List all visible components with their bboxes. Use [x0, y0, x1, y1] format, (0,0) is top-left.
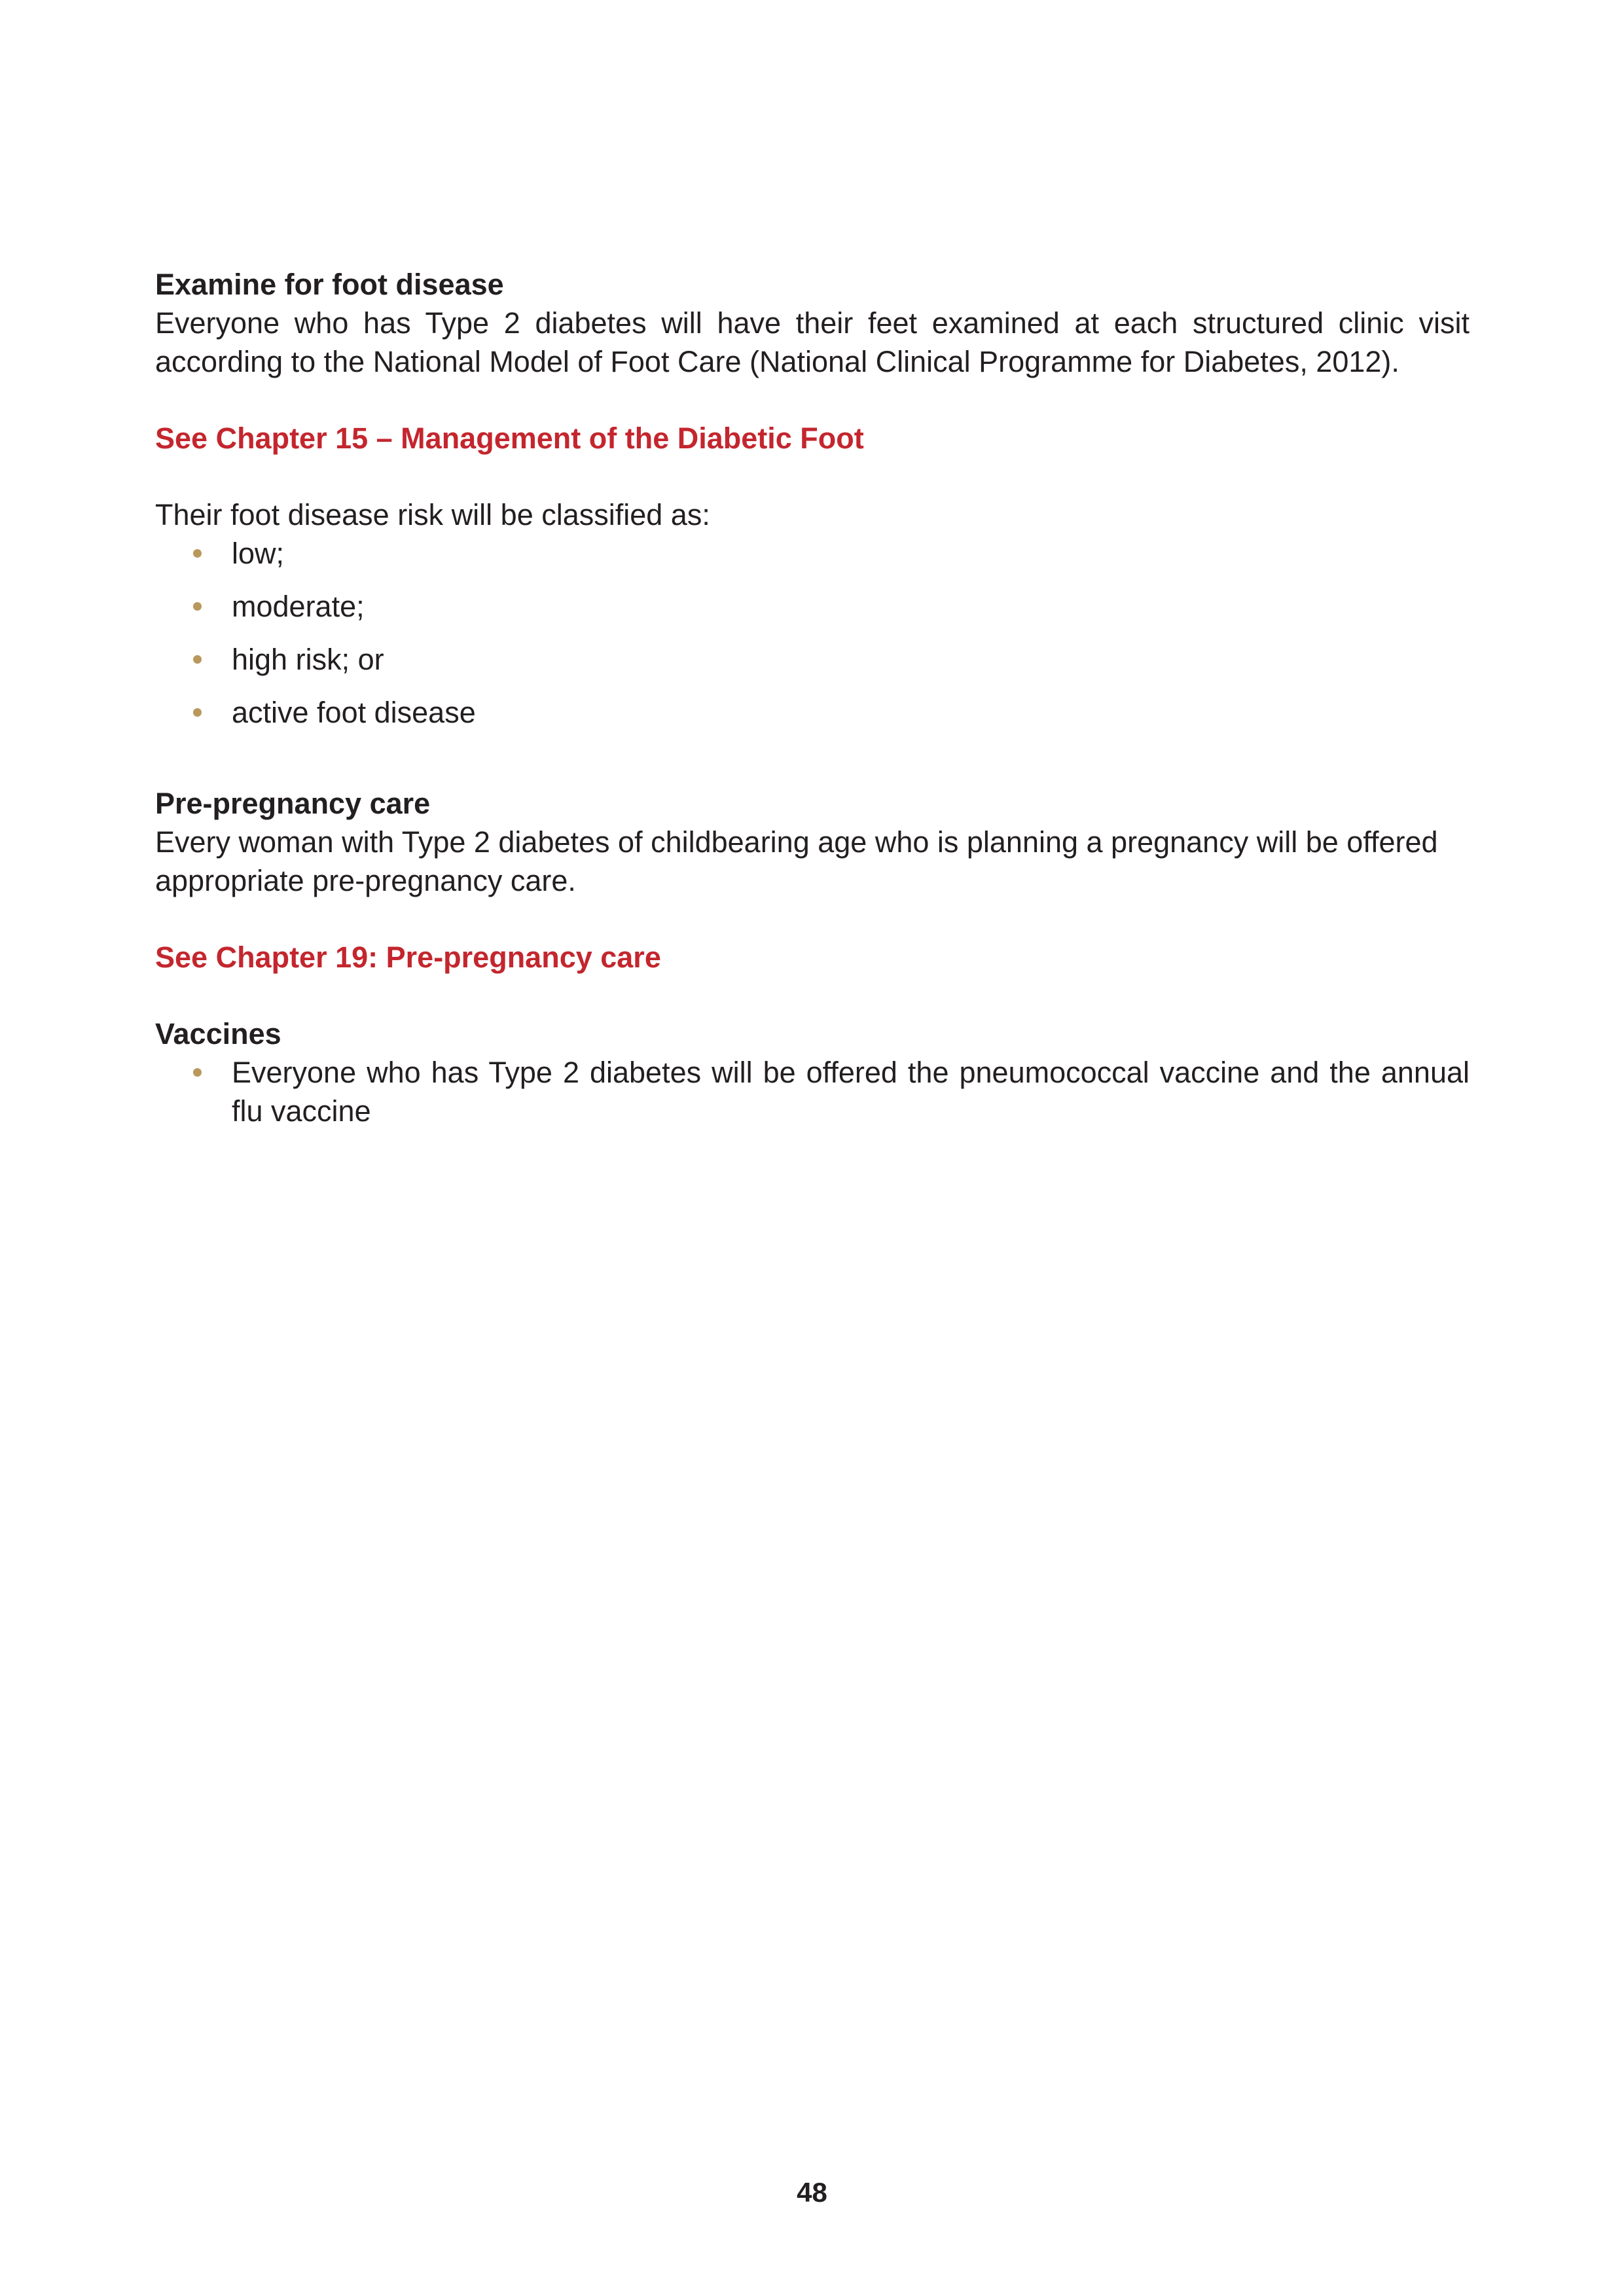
risk-list — [155, 534, 1470, 732]
list-item — [155, 693, 1470, 732]
list-item-text: moderate; — [232, 590, 365, 623]
bullet-icon — [193, 602, 202, 611]
bullet-icon — [193, 655, 202, 664]
risk-intro: Their foot disease risk will be classified as: — [155, 498, 710, 531]
see-chapter-15-link[interactable]: See Chapter 15 – Management of the Diabetic Foot — [155, 422, 864, 455]
see-chapter-19-link[interactable]: See Chapter 19: Pre-pregnancy care — [155, 941, 661, 974]
bullet-icon — [193, 708, 202, 717]
bullet-icon — [193, 1068, 202, 1077]
list-item-text: Everyone who has Type 2 diabetes will be offered the pneumococcal vaccine and the annual flu vaccine — [232, 1056, 1470, 1128]
vaccines-list — [155, 1053, 1470, 1130]
list-item-text: low; — [232, 537, 285, 570]
bullet-icon — [193, 549, 202, 558]
list-item — [155, 534, 1470, 573]
list-item — [155, 587, 1470, 626]
vaccines-heading: Vaccines — [155, 1017, 281, 1050]
list-item — [155, 640, 1470, 679]
list-item-text: high risk; or — [232, 643, 384, 676]
list-item — [155, 1053, 1470, 1130]
foot-disease-heading: Examine for foot disease — [155, 268, 504, 301]
page-number: 48 — [797, 2177, 827, 2208]
page-content — [155, 265, 1470, 1130]
pre-pregnancy-heading: Pre-pregnancy care — [155, 787, 431, 820]
foot-disease-body: Everyone who has Type 2 diabetes will have their feet examined at each structured clinic visit according to the National Model of Foot Care (National Clinical Programme for Diabetes, 2012). — [155, 306, 1470, 378]
pre-pregnancy-body: Every woman with Type 2 diabetes of childbearing age who is planning a pregnancy will be offered appropriate pre-pregnancy care. — [155, 825, 1438, 897]
list-item-text: active foot disease — [232, 696, 476, 729]
